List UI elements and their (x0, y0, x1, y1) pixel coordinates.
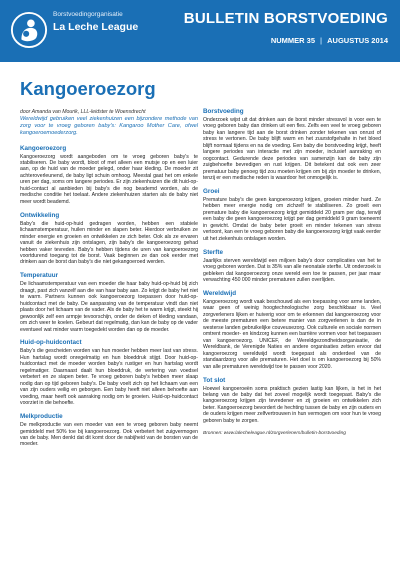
issue-date: AUGUSTUS 2014 (327, 36, 388, 45)
section-text: Onderzoek wijst uit dat drinken aan de borst minder stressvol is voor een te vroeg geboren baby dan drinken uit een fles. Zelfs een veel te vroeg geboren baby kan langere tijd aan de borst drinken zonder tekenen van onrust of stress te vertonen. De baby blijft warm en het zuurstofgehalte in het bloed blijft normaal tijdens en na de voeding. Een baby die borstvoeding krijgt, heeft langere periodes van interactie met zijn moeder, inclusief aanraking en oogcontact. Gedurende deze periodes van samenzijn kan de baby zijn zuigbehoefte bevredigen en rust krijgen. Dit betekent dat ook een zeer prematuur baby genoeg tijd zou moeten krijgen om bij zijn moeder te drinken, tenzij er een medische reden is waardoor het onmogelijk is. (203, 117, 381, 182)
section-groei (203, 188, 381, 242)
right-column (203, 108, 381, 437)
bulletin-header (0, 0, 400, 62)
section-heading: Melkproductie (20, 413, 63, 421)
section-heading: Groei (203, 188, 220, 196)
section-text: Baby's die gescheiden worden van hun moeder hebben meer last van stress. Hun hartslag wordt onregelmatig en hun bloeddruk stijgt. Door huid-op-huidcontact met de moeder worden baby's rustiger en hun hartslag wordt regelmatiger. Daarnaast daalt hun bloeddruk, de vertering van voedsel verbetert en ze slapen beter. Te vroeg geboren baby's hebben meer slaap nodig dan op tijd geboren baby's. De baby voelt zich op het lichaam van een van zijn ouders veilig en geborgen. Een baby heeft niet alleen behoefte aan voeding, maar heeft ook aanraking nodig om te groeien. Huid-op-huidcontact voorziet in die behoefte. (20, 348, 198, 407)
section-text: Hoewel kangoeroeën soms praktisch gezien lastig kan lijken, is het in het belang van de baby dat het zoveel mogelijk wordt toegepast. Baby's die kangoeroezorg krijgen zijn tevredener en zij groeien en ontwikkelen zich beter. Kangoeroezorg bevordert de hechting tussen de baby en zijn ouders en de ouders krijgen meer zelfvertrouwen in hun vermogen om voor hun te vroeg geboren baby te zorgen. (203, 385, 381, 424)
section-borstvoeding (203, 108, 381, 182)
section-text: Baby's die huid-op-huid gedragen worden, hebben een stabiele lichaamstemperatuur, huilen minder en slapen beter. Hierdoor verbruiken ze minder energie en groeien en ontwikkelen ze zich beter. Ook als ze ervaren vanuit de ziekenhuis zijn ontslagen, zijn baby's die kangoeroezorg gehad hebben vaker tevreden. Baby's hebben tijdens de uren van kangoeroezorg voortdurend toegang tot de borst. Vaak beginnen ze dan ook eerder met drinken aan de borst dan baby's die niet gekangoeroed werden. (20, 220, 198, 266)
article-title: Kangoeroezorg (20, 78, 156, 99)
section-ontwikkeling (20, 212, 198, 266)
section-temperatuur (20, 272, 198, 333)
la-leche-league-logo-icon (10, 11, 48, 49)
section-text: Kangoeroezorg wordt aangeboden om te vroeg geboren baby's te stabiliseren. De baby wordt, bloot of met alleen een mutsje op en een luier aan, op de huid van de moeder gelegd, onder haar kleding. De moeder zit achteroverleunend, de baby ligt schuin omhoog. Meestal gaat het om enkele uren per dag, soms om langere periodes. Er zijn ziekenhuizen die dit huid-op-huid-contact al aanbieden bij baby's die nog beademd worden, als de medische conditie het toelaat. Andere ziekenhuizen starten als de baby niet meer wordt beademd. (20, 153, 198, 205)
section-huid-op-huidcontact (20, 339, 198, 406)
section-wereldwijd (203, 290, 381, 370)
section-text: De melkproductie van een moeder van een te vroeg geboren baby neemt gemiddeld met 50% toe bij kangoeroezorg. Ook verbetert het zuigvermogen van de baby. Men denkt dat dit komt door de nabijheid van de borsten van de moeder. (20, 422, 198, 448)
article-intro: Wereldwijd gebruiken veel ziekenhuizen een bijzondere methode van zorg voor te vroeg geboren baby's: Kangaroo Mother Care, ofwel kangoeroemoederzorg. (20, 116, 198, 136)
section-heading: Ontwikkeling (20, 211, 60, 219)
section-heading: Wereldwijd (203, 290, 237, 298)
section-heading: Huid-op-huidcontact (20, 339, 82, 347)
section-heading: Tot slot (203, 376, 226, 384)
section-text: De lichaamstemperatuur van een moeder die haar baby huid-op-huid bij zich draagt, past zich vanzelf aan die van haar baby aan. Zo krijgt de baby het niet te warm. Partners kunnen ook kangoeroezorg toepassen door huid-op-huidcontact met de baby. De aanpassing van de temperatuur vindt dan niet plaats door het lichaam van de vader. Als de baby het te warm krijgt, steekt hij gewoonlijk zelf een armpje tevoorschijn, onder de deken of kleding vandaan, om zich weer te koelen. Gebeurt dat regelmatig, dan kan de baby op de vader eventueel wat minder warm toegedekt worden dan op de moeder. (20, 281, 198, 333)
issue-info (271, 36, 388, 45)
section-sterfte (203, 249, 381, 284)
sources-note: Bronnen: www.lalecheleague.nl/zorgverleners/bulletin-borstvoeding (203, 430, 346, 436)
bulletin-title: BULLETIN BORSTVOEDING (183, 10, 388, 27)
organisation-subtitle: Borstvoedingorganisatie (53, 11, 123, 18)
section-heading: Borstvoeding (203, 108, 244, 115)
section-heading: Sterfte (203, 248, 223, 256)
section-heading: Kangoeroezorg (20, 144, 67, 152)
section-heading: Temperatuur (20, 272, 59, 280)
issue-separator: | (320, 36, 323, 45)
section-text: Kangoeroezorg wordt vaak beschouwd als een toepassing voor arme landen, waar geen of weinig hoogtechnologische zorg beschikbaar is. Veel zorgverleners lijken er huiverig voor om te erkennen dat kangoeroezorg voor de meeste prematuren een betere manier van zorgverlenen is dan de in westerse landen gebruikelijke couveusezorg. Ook culturele en sociale normen omtrent moeder- en kindzorg kunnen een barrière vormen voor het toepassen van kangoeroezorg. UNICEF, de Wereldgezondheidsorganisatie, de Wereldbank, de Verenigde Naties en andere organisaties zetten ervoor dat kangoeroezorg wereldwijd wordt toegepast als onderdeel van de standaardzorg voor alle prematuren. Het doel is om kangoeroezorg bij 50% van alle prematuren wereldwijd toe te passen voor 2020. (203, 299, 381, 370)
section-text: Premature baby's die geen kangoeroezorg krijgen, groeien minder hard. Ze hebben meer energie nodig om zichzelf te stabiliseren. Zo groeit een premature baby die kangoeroezorg krijgt gemiddeld 20 gram per dag, terwijl een baby die geen kangoeroezorg krijgt per dag gemiddeld 9 gram toeneemt in gewicht. Omdat de baby beter groeit en minder tekenen van stress vertoont, kan een te vroeg geboren baby die kangoeroezorg krijgt vaak eerder uit het ziekenhuis ontslagen worden. (203, 197, 381, 242)
issue-number: NUMMER 35 (270, 36, 316, 45)
section-text: Jaarlijks sterven wereldwijd een miljoen baby's door complicaties van het te vroeg geboren worden. Dat is 35% van alle neonatale sterfte. Uit onderzoek is gebleken dat kangoeroezorg onze wereld een toe te passen, per jaar maar verwachting 450 000 minder prematuren zullen overlijden. (203, 257, 381, 284)
section-tot-slot (203, 377, 381, 425)
section-kangoeroezorg (20, 145, 198, 206)
left-column (20, 109, 198, 454)
article-byline: door Amanda van Mourik, LLL-leidster te Woensdrecht (20, 109, 146, 115)
section-melkproductie (20, 413, 198, 448)
organisation-name: La Leche League (53, 21, 139, 33)
